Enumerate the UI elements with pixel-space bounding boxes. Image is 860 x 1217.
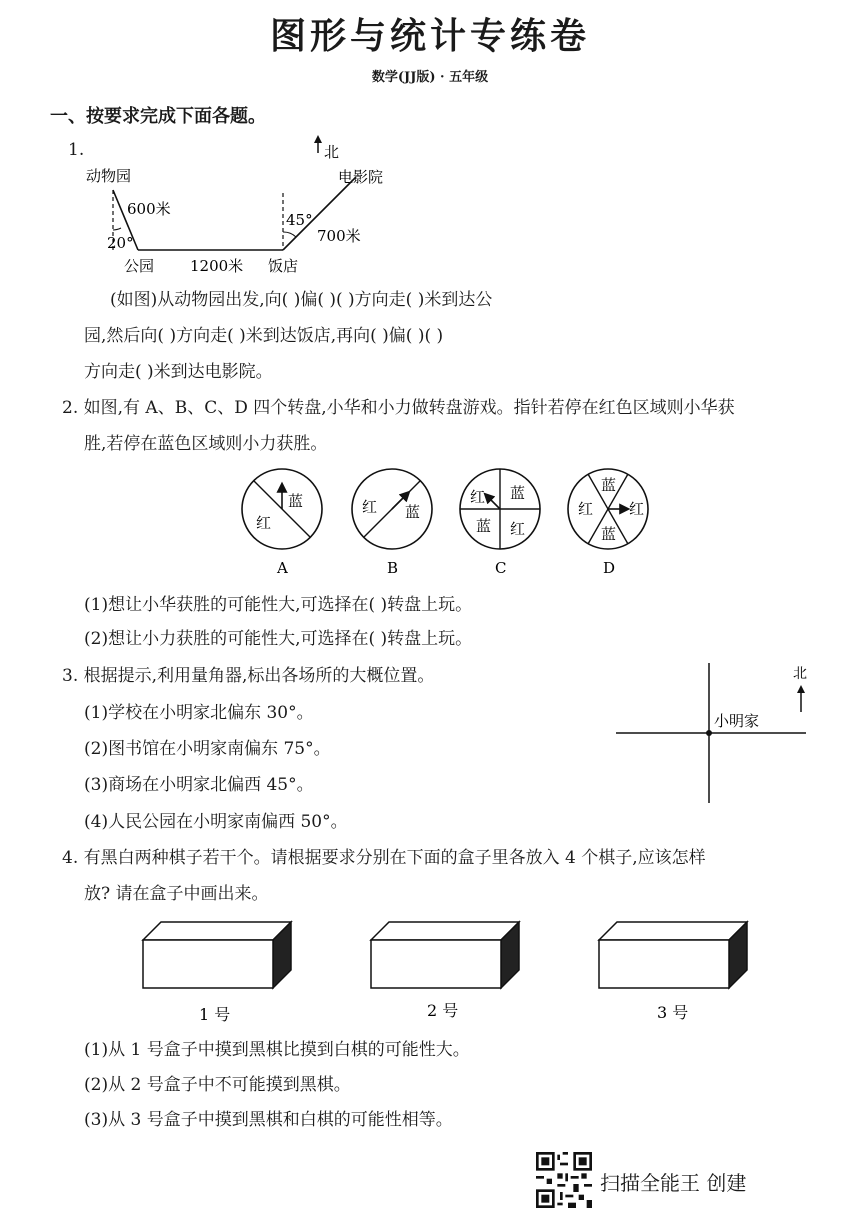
q2-line-1: 2. 如图,有 A、B、C、D 四个转盘,小华和小力做转盘游戏。指针若停在红色区域则小华获 [62,398,735,418]
box-1 [143,922,291,988]
box-3 [599,922,747,988]
red-label: 红 [256,514,272,532]
red-label: 红 [510,520,526,538]
spinner-a [242,469,322,549]
blue-label: 蓝 [405,503,421,521]
q1-line-3: 方向走( )米到达电影院。 [84,362,273,382]
spinner-label-c: C [495,559,507,577]
blue-label: 蓝 [601,476,617,494]
blue-label: 蓝 [476,517,492,535]
q4-item-1: (1)从 1 号盒子中摸到黑棋比摸到白棋的可能性大。 [84,1040,470,1060]
dist-700-label: 700米 [317,227,361,245]
angle-45-label: 45° [286,211,313,229]
box-label-1: 1 号 [199,1005,231,1024]
spinner-c [460,469,540,549]
spinner-label-a: A [277,559,288,577]
q1-number: 1. [68,140,85,160]
north-arrow-icon [797,685,805,693]
red-label: 红 [629,500,645,518]
blue-label: 蓝 [288,492,304,510]
q2-spinners [230,468,660,583]
section-heading: 一、按要求完成下面各题。 [50,106,266,127]
spinner-d [568,469,648,549]
red-label: 红 [362,498,378,516]
page-title: 图形与统计专练卷 [269,15,590,57]
north-label: 北 [793,666,807,682]
zoo-label: 动物园 [86,167,132,185]
q3-item-3: (3)商场在小明家北偏西 45°。 [84,775,314,795]
q3-item-2: (2)图书馆在小明家南偏东 75°。 [84,739,331,759]
angle-20-label: 20° [107,234,134,252]
scanner-watermark: 扫描全能王 创建 [600,1171,747,1195]
q4-line-2: 放? 请在盒子中画出来。 [84,884,269,904]
dist-600-label: 600米 [127,200,171,218]
north-arrow-icon [314,135,322,143]
q4-boxes [135,918,755,1028]
q1-line-2: 园,然后向( )方向走( )米到达饭店,再向( )偏( )( ) [84,326,444,346]
q1-line-1: (如图)从动物园出发,向( )偏( )( )方向走( )米到达公 [110,290,493,310]
home-point [706,730,712,736]
q2-sub-2: (2)想让小力获胜的可能性大,可选择在( )转盘上玩。 [84,629,473,649]
q4-line-1: 4. 有黑白两种棋子若干个。请根据要求分别在下面的盒子里各放入 4 个棋子,应该怎样 [62,848,706,868]
q2-sub-1: (1)想让小华获胜的可能性大,可选择在( )转盘上玩。 [84,595,473,615]
red-label: 红 [470,488,486,506]
q1-route-diagram [80,135,420,275]
red-label: 红 [578,500,594,518]
qr-code-icon [536,1152,592,1208]
page-subtitle: 数学(JJ版) · 五年级 [371,70,489,85]
pointer-arrow-icon [488,497,500,509]
q4-item-3: (3)从 3 号盒子中摸到黑棋和白棋的可能性相等。 [84,1110,453,1130]
box-2 [371,922,519,988]
angle-arc-45 [283,232,296,237]
spinner-b [352,469,432,549]
q3-item-1: (1)学校在小明家北偏东 30°。 [84,703,314,723]
q3-line-1: 3. 根据提示,利用量角器,标出各场所的大概位置。 [62,666,435,686]
q3-compass-diagram [610,660,820,805]
spinner-label-b: B [387,559,399,577]
q2-line-2: 胜,若停在蓝色区域则小力获胜。 [84,434,328,454]
pointer-arrow-icon [392,495,406,509]
box-label-3: 3 号 [657,1003,689,1022]
box-label-2: 2 号 [427,1001,459,1020]
restaurant-label: 饭店 [268,257,299,275]
angle-arc-20 [113,228,121,230]
q3-item-4: (4)人民公园在小明家南偏西 50°。 [84,812,348,832]
cinema-label: 电影院 [338,168,384,186]
blue-label: 蓝 [510,484,526,502]
home-label: 小明家 [714,712,760,730]
q4-item-2: (2)从 2 号盒子中不可能摸到黑棋。 [84,1075,351,1095]
blue-label: 蓝 [601,525,617,543]
north-label: 北 [324,143,340,161]
dist-1200-label: 1200米 [190,257,244,275]
spinner-label-d: D [603,559,616,577]
park-label: 公园 [124,257,155,275]
